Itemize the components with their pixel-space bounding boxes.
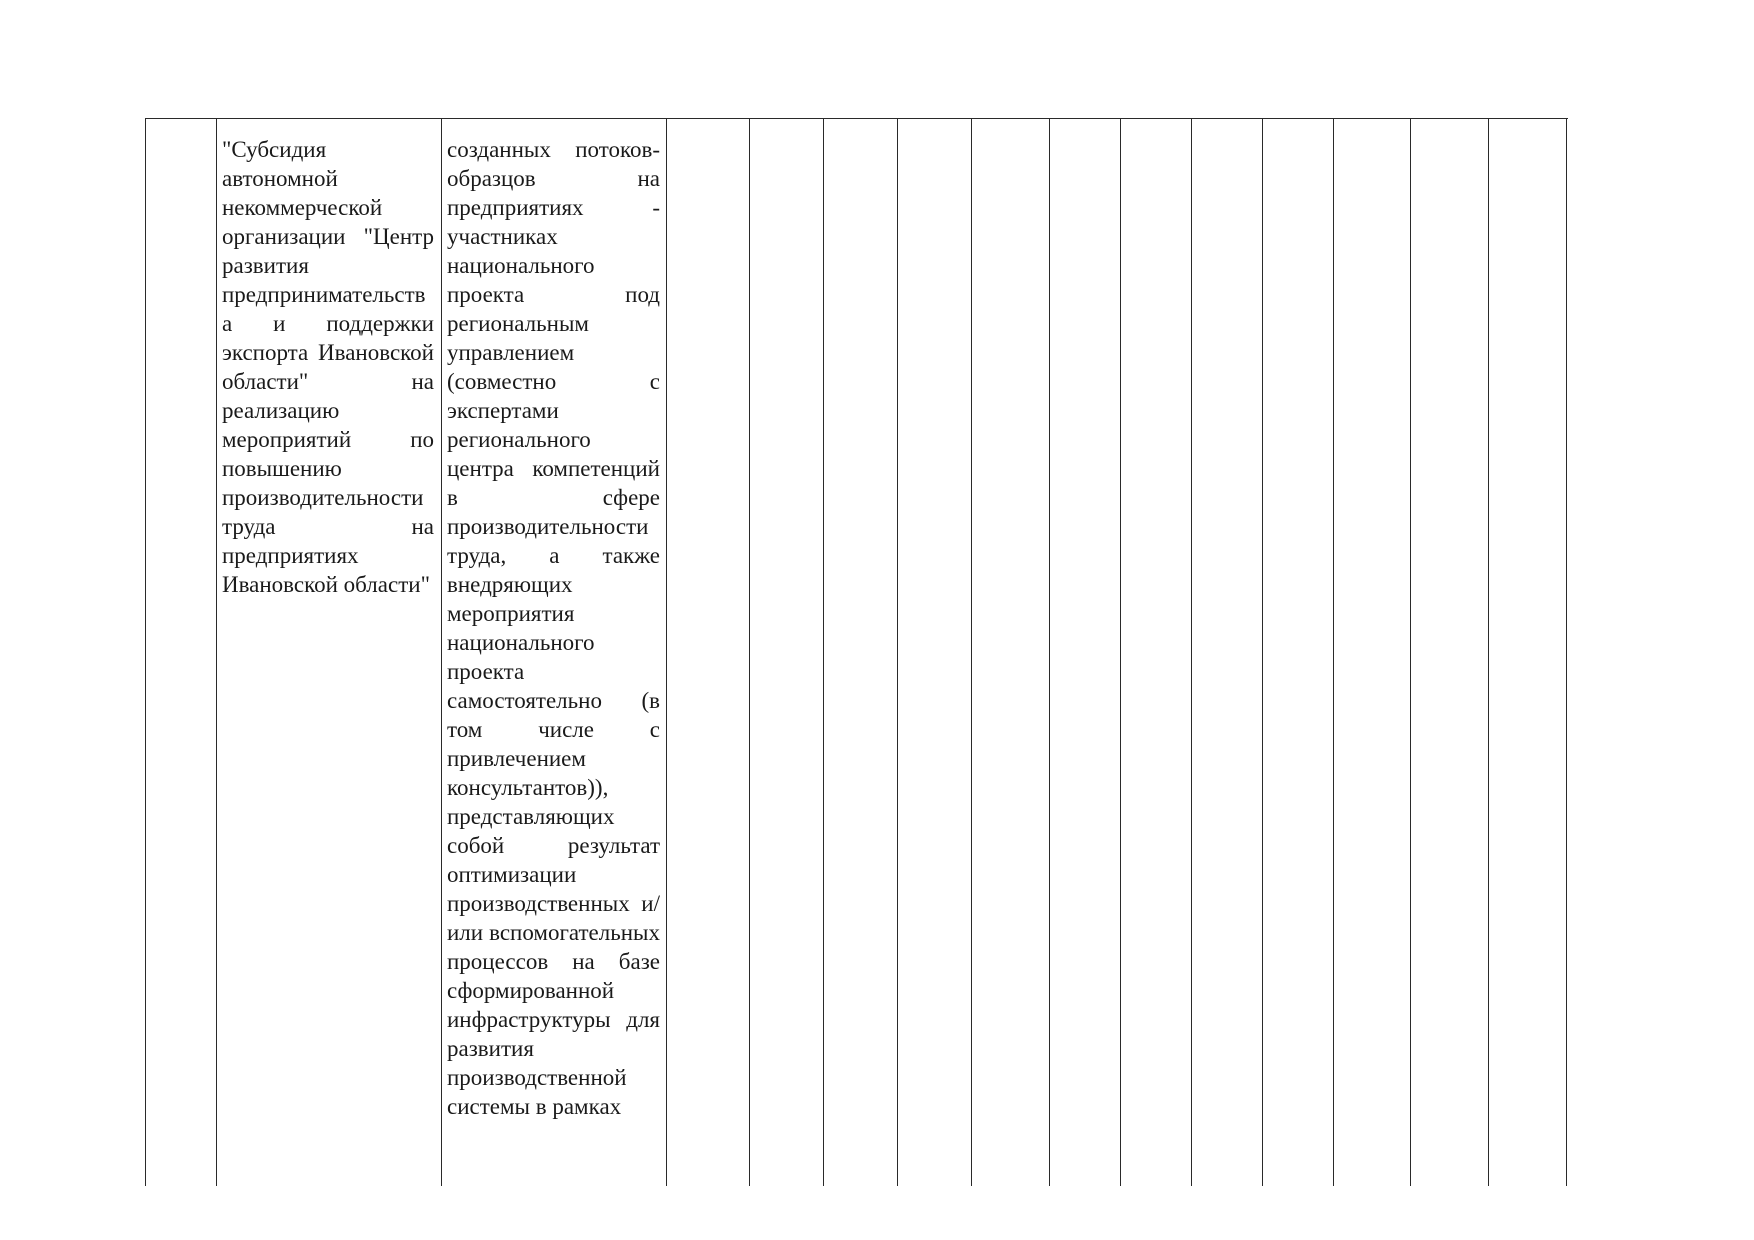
column-border [1191,119,1192,1186]
column-border [1120,119,1121,1186]
column-border [441,119,442,1186]
column-border [749,119,750,1186]
column-border [1410,119,1411,1186]
column-border [216,119,217,1186]
column-border [1488,119,1489,1186]
column-border [1566,119,1567,1186]
indicator-text-cell: созданных потоков-образцов на предприятиях - участниках национального проекта под региональным управлением (совместно с экспертами регионального центра компетенций в сфере производительности труда, а также внедряющих мероприятия национального проекта самостоятельно (в том числе с привлечением консультантов)), представляющих собой результат оптимизации производственных и/или вспомогательных процессов на базе сформированной инфраструктуры для развития производственной системы в рамках [447,137,660,1119]
column-border [1262,119,1263,1186]
column-border [666,119,667,1186]
column-border [823,119,824,1186]
column-border [897,119,898,1186]
column-border [1049,119,1050,1186]
column-border [971,119,972,1186]
event-description-cell: "Субсидия автономной некоммерческой организации "Центр развития предпринимательства и поддержки экспорта Ивановской области" на реализацию мероприятий по повышению производительности труда на предприятиях Ивановской области" [222,137,434,597]
program-table [145,118,1568,1186]
column-border [145,119,146,1186]
column-border [1333,119,1334,1186]
